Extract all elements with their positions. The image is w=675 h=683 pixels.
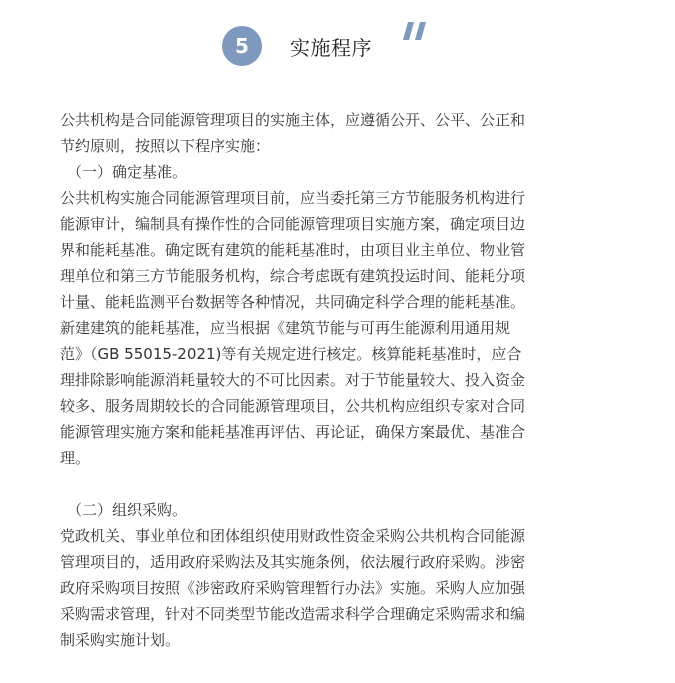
paragraph-line: 范》（GB 55015-2021)等有关规定进行核定。核算能耗基准时，应合 — [60, 345, 522, 363]
section-title: 实施程序 — [290, 36, 372, 60]
subsection-heading: （二）组织采购。 — [67, 501, 188, 519]
paragraph-line: 理排除影响能源消耗量较大的不可比因素。对于节能量较大、投入资金 — [60, 371, 526, 389]
section-number-badge: 5 — [222, 26, 262, 66]
paragraph-line: 较多、服务周期较长的合同能源管理项目，公共机构应组织专家对合同 — [60, 397, 526, 415]
paragraph-line: 公共机构是合同能源管理项目的实施主体，应遵循公开、公平、公正和 — [60, 111, 526, 129]
paragraph-line: 采购需求管理，针对不同类型节能改造需求科学合理确定采购需求和编 — [60, 605, 526, 623]
paragraph-line: 节约原则，按照以下程序实施： — [60, 137, 271, 155]
paragraph-line: 管理项目的，适用政府采购法及其实施条例，依法履行政府采购。涉密 — [60, 553, 526, 571]
paragraph-line: 新建建筑的能耗基准，应当根据《建筑节能与可再生能源利用通用规 — [60, 319, 511, 337]
paragraph-line: 公共机构实施合同能源管理项目前，应当委托第三方节能服务机构进行 — [60, 189, 526, 207]
article-body — [60, 107, 620, 653]
paragraph-line: 政府采购项目按照《涉密政府采购管理暂行办法》实施。采购人应加强 — [60, 579, 526, 597]
section-header — [0, 0, 675, 90]
paragraph-line: 理。 — [60, 449, 91, 467]
paragraph-line: 界和能耗基准。确定既有建筑的能耗基准时，由项目业主单位、物业管 — [60, 241, 526, 259]
paragraph-line: 理单位和第三方节能服务机构，综合考虑既有建筑投运时间、能耗分项 — [60, 267, 526, 285]
paragraph-line: 制采购实施计划。 — [60, 631, 181, 649]
paragraph-line: 党政机关、事业单位和团体组织使用财政性资金采购公共机构合同能源 — [60, 527, 526, 545]
paragraph-line: 能源管理实施方案和能耗基准再评估、再论证，确保方案最优、基准合 — [60, 423, 526, 441]
paragraph-spacer — [60, 471, 620, 497]
paragraph-line: 计量、能耗监测平台数据等各种情况，共同确定科学合理的能耗基准。 — [60, 293, 526, 311]
paragraph-line: 能源审计，编制具有操作性的合同能源管理项目实施方案，确定项目边 — [60, 215, 526, 233]
subsection-heading: （一）确定基准。 — [67, 163, 188, 181]
quote-mark-icon — [402, 20, 430, 42]
